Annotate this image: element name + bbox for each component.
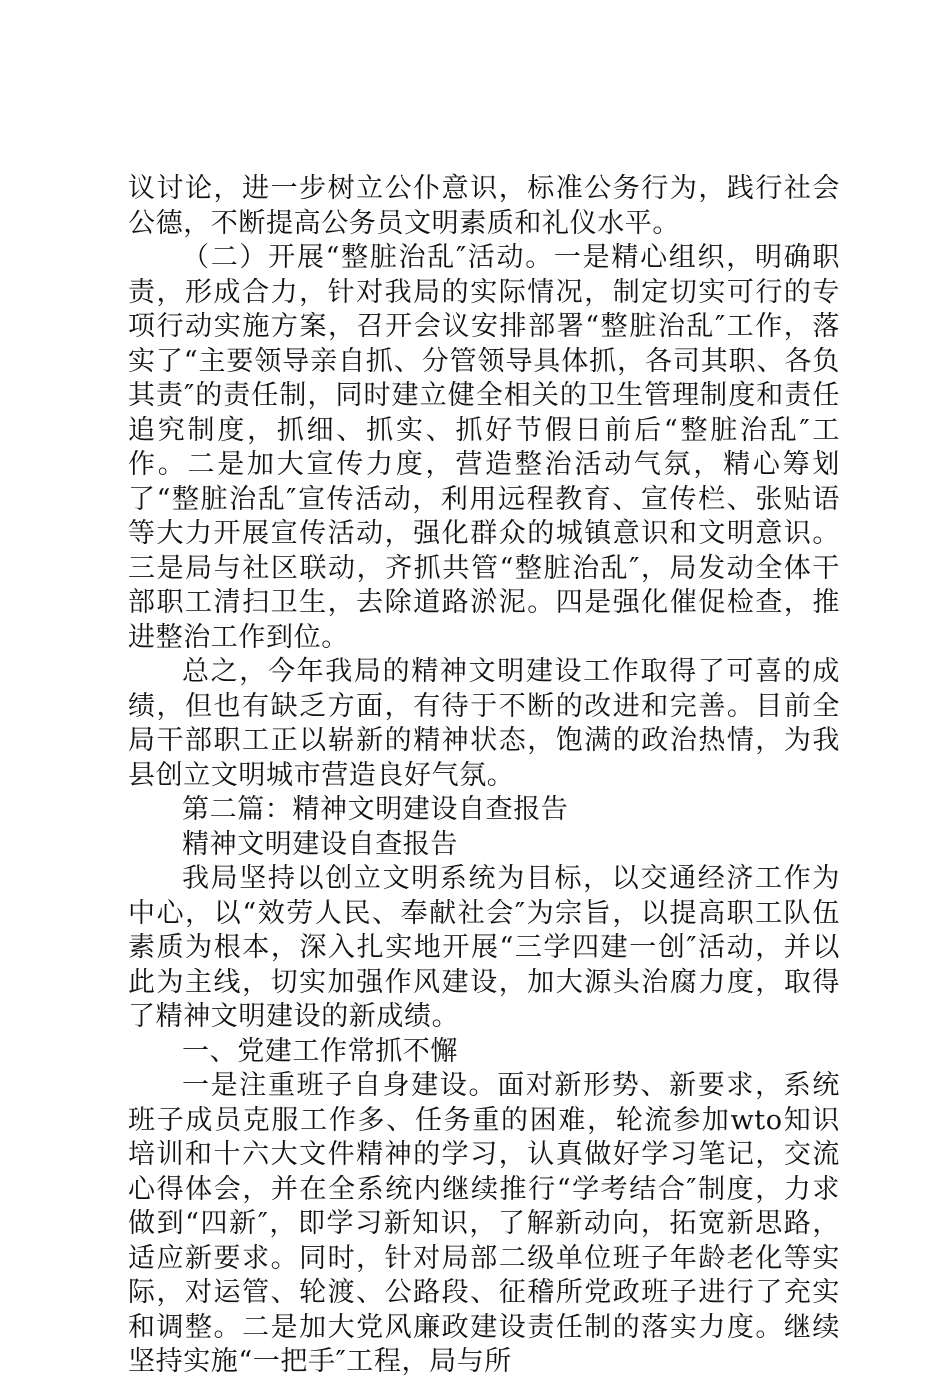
paragraph-5: 一是注重班子自身建设。面对新形势、新要求，系统班子成员克服工作多、任务重的困难，轮流参加wto知识培训和十六大文件精神的学习，认真做好学习笔记，交流心得体会，并在全系统内继续推行“学考结合″制度，力求做到“四新″，即学习新知识，了解新动向，拓宽新思路，适应新要求。同时，针对局部二级单位班子年龄老化等实际，对运管、轮渡、公路段、征稽所党政班子进行了充实和调整。二是加大党风廉政建设责任制的落实力度。继续坚持实施“一把手″工程，局与所 (128, 1070, 840, 1377)
paragraph-4: 我局坚持以创立文明系统为目标，以交通经济工作为中心，以“效劳人民、奉献社会″为宗旨，以提高职工队伍素质为根本，深入扎实地开展“三学四建一创″活动，并以此为主线，切实加强作风建设，加大源头治腐力度，取得了精神文明建设的新成绩。 (128, 863, 840, 1032)
subsection-heading: 一、党建工作常抓不懈 (182, 1035, 458, 1067)
section-heading: 第二篇：精神文明建设自查报告 (182, 794, 569, 825)
paragraph-2: （二）开展“整脏治乱″活动。一是精心组织，明确职责，形成合力，针对我局的实际情况，制定切实可行的专项行动实施方案，召开会议安排部署“整脏治乱″工作，落实了“主要领导亲自抓、分管领导具体抓，各司其职、各负其责″的责任制，同时建立健全相关的卫生管理制度和责任追究制度，抓细、抓实、抓好节假日前后“整脏治乱″工作。二是加大宣传力度，营造整治活动气氛，精心筹划了“整脏治乱″宣传活动，利用远程教育、宣传栏、张贴语等大力开展宣传活动，强化群众的城镇意识和文明意识。三是局与社区联动，齐抓共管“整脏治乱″，局发动全体干部职工清扫卫生，去除道路淤泥。四是强化催促检查，推进整治工作到位。 (128, 242, 840, 653)
document-body (128, 172, 840, 1380)
report-title: 精神文明建设自查报告 (182, 828, 458, 860)
paragraph-1: 议讨论，进一步树立公仆意识，标准公务行为，践行社会公德，不断提高公务员文明素质和礼仪水平。 (128, 173, 840, 239)
paragraph-3: 总之，今年我局的精神文明建设工作取得了可喜的成绩，但也有缺乏方面，有待于不断的改进和完善。目前全局干部职工正以崭新的精神状态，饱满的政治热情，为我县创立文明城市营造良好气氛。 (128, 656, 840, 791)
